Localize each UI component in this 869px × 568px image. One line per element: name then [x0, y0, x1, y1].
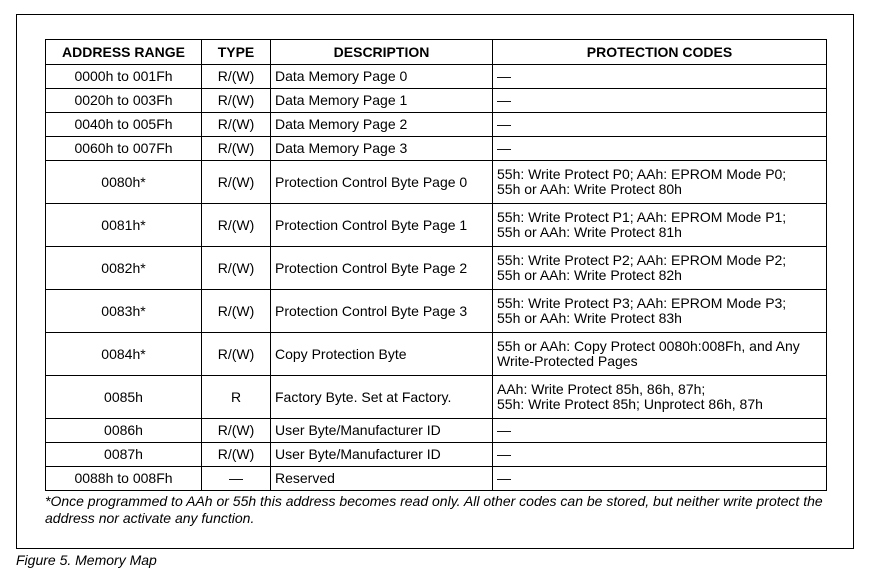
address-cell: 0000h to 001Fh [46, 65, 202, 89]
protection-codes-cell [493, 65, 827, 89]
protection-codes-cell [493, 247, 827, 290]
table-row [46, 290, 827, 333]
protection-codes-cell [493, 333, 827, 376]
protection-code-line: 55h: Write Protect P2; AAh: EPROM Mode P2; [497, 252, 787, 268]
table-row [46, 247, 827, 290]
description-cell: Data Memory Page 3 [271, 137, 493, 161]
description-cell: Protection Control Byte Page 2 [271, 247, 493, 290]
protection-codes-cell [493, 376, 827, 419]
protection-code-line: — [497, 116, 511, 132]
description-cell: Data Memory Page 2 [271, 113, 493, 137]
description-cell: User Byte/Manufacturer ID [271, 419, 493, 443]
protection-code-line: 55h: Write Protect P0; AAh: EPROM Mode P0; [497, 166, 787, 182]
address-cell: 0081h* [46, 204, 202, 247]
table-row [46, 376, 827, 419]
table-row [46, 419, 827, 443]
description-cell: Protection Control Byte Page 1 [271, 204, 493, 247]
type-cell: R/(W) [202, 247, 271, 290]
table-row [46, 89, 827, 113]
address-cell: 0083h* [46, 290, 202, 333]
protection-code-line: AAh: Write Protect 85h, 86h, 87h; [497, 381, 706, 397]
type-cell: R/(W) [202, 290, 271, 333]
description-cell: Copy Protection Byte [271, 333, 493, 376]
table-row [46, 333, 827, 376]
address-cell: 0085h [46, 376, 202, 419]
address-cell: 0082h* [46, 247, 202, 290]
type-cell: R/(W) [202, 89, 271, 113]
type-cell: R [202, 376, 271, 419]
footnote: *Once programmed to AAh or 55h this address becomes read only. All other codes can be stored, but neither write protect the address nor activate any function. [45, 493, 823, 526]
protection-codes-cell [493, 443, 827, 467]
table-row [46, 467, 827, 491]
address-cell: 0084h* [46, 333, 202, 376]
type-cell: R/(W) [202, 161, 271, 204]
memory-map-table [45, 39, 827, 491]
protection-code-line: 55h: Write Protect P3; AAh: EPROM Mode P3; [497, 295, 787, 311]
protection-codes-cell [493, 137, 827, 161]
address-cell: 0087h [46, 443, 202, 467]
protection-code-line: — [497, 470, 511, 486]
type-cell: R/(W) [202, 419, 271, 443]
protection-code-line: 55h: Write Protect P1; AAh: EPROM Mode P1; [497, 209, 787, 225]
type-cell: R/(W) [202, 204, 271, 247]
protection-code-line: Write-Protected Pages [497, 353, 638, 369]
type-cell: — [202, 467, 271, 491]
table-row [46, 204, 827, 247]
protection-codes-cell [493, 113, 827, 137]
table-row [46, 161, 827, 204]
protection-code-line: 55h or AAh: Write Protect 81h [497, 224, 682, 240]
protection-code-line: 55h or AAh: Copy Protect 0080h:008Fh, and Any [497, 338, 800, 354]
header-protection-codes: PROTECTION CODES [493, 40, 827, 65]
address-cell: 0080h* [46, 161, 202, 204]
description-cell: Protection Control Byte Page 0 [271, 161, 493, 204]
type-cell: R/(W) [202, 137, 271, 161]
protection-codes-cell [493, 419, 827, 443]
protection-code-line: 55h or AAh: Write Protect 82h [497, 267, 682, 283]
description-cell: Protection Control Byte Page 3 [271, 290, 493, 333]
description-cell: Factory Byte. Set at Factory. [271, 376, 493, 419]
header-row [46, 40, 827, 65]
protection-code-line: — [497, 68, 511, 84]
protection-code-line: — [497, 92, 511, 108]
header-address-range: ADDRESS RANGE [46, 40, 202, 65]
description-cell: Reserved [271, 467, 493, 491]
address-cell: 0086h [46, 419, 202, 443]
description-cell: Data Memory Page 0 [271, 65, 493, 89]
table-row [46, 137, 827, 161]
protection-codes-cell [493, 467, 827, 491]
protection-code-line: — [497, 422, 511, 438]
figure-caption: Figure 5. Memory Map [16, 552, 157, 568]
address-cell: 0040h to 005Fh [46, 113, 202, 137]
type-cell: R/(W) [202, 65, 271, 89]
type-cell: R/(W) [202, 443, 271, 467]
address-cell: 0020h to 003Fh [46, 89, 202, 113]
table-row [46, 443, 827, 467]
protection-codes-cell [493, 204, 827, 247]
description-cell: Data Memory Page 1 [271, 89, 493, 113]
protection-code-line: — [497, 140, 511, 156]
type-cell: R/(W) [202, 333, 271, 376]
protection-code-line: — [497, 446, 511, 462]
protection-code-line: 55h or AAh: Write Protect 80h [497, 181, 682, 197]
address-cell: 0060h to 007Fh [46, 137, 202, 161]
type-cell: R/(W) [202, 113, 271, 137]
table-row [46, 113, 827, 137]
header-type: TYPE [202, 40, 271, 65]
protection-codes-cell [493, 290, 827, 333]
description-cell: User Byte/Manufacturer ID [271, 443, 493, 467]
protection-codes-cell [493, 89, 827, 113]
protection-code-line: 55h or AAh: Write Protect 83h [497, 310, 682, 326]
protection-code-line: 55h: Write Protect 85h; Unprotect 86h, 87h [497, 396, 763, 412]
table-body [46, 65, 827, 491]
address-cell: 0088h to 008Fh [46, 467, 202, 491]
protection-codes-cell [493, 161, 827, 204]
header-description: DESCRIPTION [271, 40, 493, 65]
table-row [46, 65, 827, 89]
